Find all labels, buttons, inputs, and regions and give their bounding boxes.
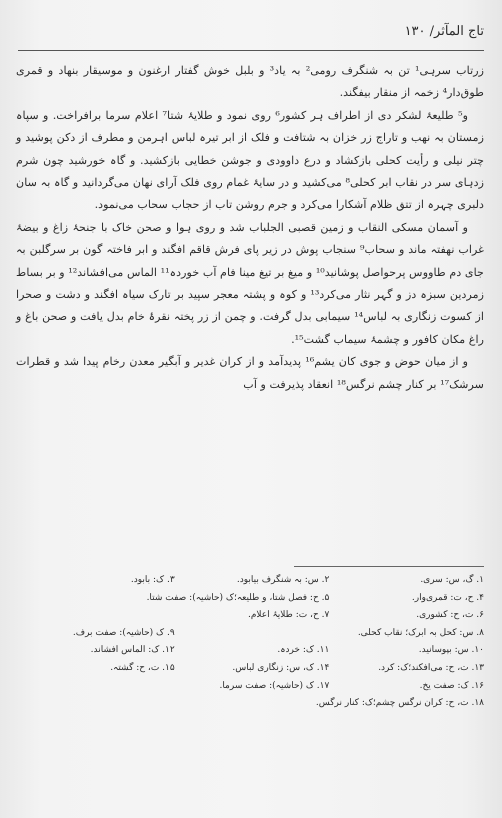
header-rule: [18, 50, 484, 51]
footnote: ۱۱. ک: خردہ.: [277, 645, 330, 656]
footnote: ۶. ت، ح: کشوری.: [416, 610, 484, 621]
footnote-row: [20, 660, 484, 678]
running-title: تاج المآثر/ ۱۳۰: [404, 24, 484, 39]
paragraph: و آسمان مسکی النقاب و زمین قصبی الجلباب شد و روی ہوا و صحن خاک با جنحۂ زاغ و بیضۂ غراب نهفتہ ماند و سحاب⁹ سنجاب پوش در زیر پای فرش قاقم افگند و ابر فاختہ گون بر سرگلبن بہ جای دم طاووس پرحواصل پوشانید¹⁰ و میغ بر تیغ مینا فام آب خوردہ¹¹ الماس می‌افشاند¹² و بر بساط زمردین سبزہ دز و گہر نثار می‌کرد¹³ و کوہ و پشتہ معجر سپید بر تارک سیاہ افگند و دشت و صحرا از کسوت زنگاری بہ لباس¹⁴ سیمابی بدل گرفت. و چمن از زر پختہ نقرۂ خام بدل یافت و صحن باغ و راغ مکان کافور و چشمۂ سیماب گشت¹⁵.: [16, 220, 485, 346]
footnotes: [20, 572, 484, 713]
footnote: ۳. ک: بابود.: [130, 575, 175, 585]
main-text: [16, 60, 484, 396]
footnote-row: [20, 642, 484, 660]
footnote: ۷. ح، ت: طلایۂ اعلام.: [247, 610, 330, 621]
footnote: ۱۲. ک: الماس افشاند.: [90, 645, 175, 656]
footnote: ۱۷. ک (حاشیہ): صفت سرما.: [219, 680, 330, 691]
footnote: ۱. گ، س: سری.: [420, 575, 484, 585]
footnote: ۵. ح: فصل شتا، و طلیعہ؛ک (حاشیہ): صفت شتا.: [146, 592, 330, 603]
footnote-rule: [294, 566, 484, 567]
footnote: ۱۳. ت، ح: می‌افکند؛ک: کرد.: [378, 662, 484, 673]
paragraph: زرتاب سرہی¹ تن بہ شنگرف رومی² بہ یاد³ و بلبل خوش گفتار ارغنون و موسیقار بنهاد و قمری طوق‌دار⁴ زخمہ از منقار بیفگند.: [16, 64, 484, 100]
footnote-row: [20, 695, 484, 713]
paragraph: و⁵ طلیعۂ لشکر دی از اطراف ہر کشور⁶ روی نمود و طلایۂ شتا⁷ اعلام سرما برافراخت. و سپاہ زمستان بہ نهب و تاراج زر خزان بہ شتافت و فلک از ابر تیرہ لباس اہرمن و مطرف از دکن پوشید و چتر نیلی و رأیت کحلی بازکشاد و درع داوودی و جوشن خطایی بازکشید. و گاہ خورشید چون شرم زدہای سر در نقاب ابر کحلی⁸ می‌کشید و در سایۂ غمام روی فلک آرای نهان می‌گردانید و گاہ بہ سان دلبری چہرہ از تتق ظلام آشکارا می‌کرد و جرم روشن تاب از حجاب سحاب می‌نمود.: [16, 108, 484, 212]
footnote: ۱۴. ک، س: زنگاری لباس.: [232, 662, 330, 673]
footnote: ۸. س: کحل بہ ابرک؛ نقاب کحلی.: [357, 627, 484, 638]
paragraph: و از میان حوض و جوی کان یشم¹⁶ پدیدآمد و از کران غدیر و آبگیر معدن رخام پیدا شد و قطرات سرشک¹⁷ بر کنار چشم نرگس¹⁸ انعقاد پذیرفت و آب: [16, 355, 484, 391]
footnote: ۱۶. ک: صفت یخ.: [419, 680, 484, 691]
footnote-row: [20, 607, 484, 625]
footnote: ۱۵. ت، ح: گشتہ.: [110, 662, 175, 673]
footnote-row: [20, 678, 484, 696]
footnote-row: [20, 590, 484, 608]
footnote: ۱۸. ت، ح: کران نرگس چشم؛ک: کنار نرگس.: [315, 698, 484, 709]
footnote: ۹. ک (حاشیہ): صفت برف.: [72, 627, 175, 638]
footnote: ۲. س: بہ شنگرف بیابود.: [236, 575, 330, 585]
footnote-row: [20, 572, 484, 590]
running-header: [18, 24, 484, 46]
footnote: ۱۰. س: بپوسانید.: [418, 645, 484, 656]
footnote: ۴. ح، ت: قمری‌وار.: [411, 592, 484, 603]
footnote-row: [20, 625, 484, 643]
